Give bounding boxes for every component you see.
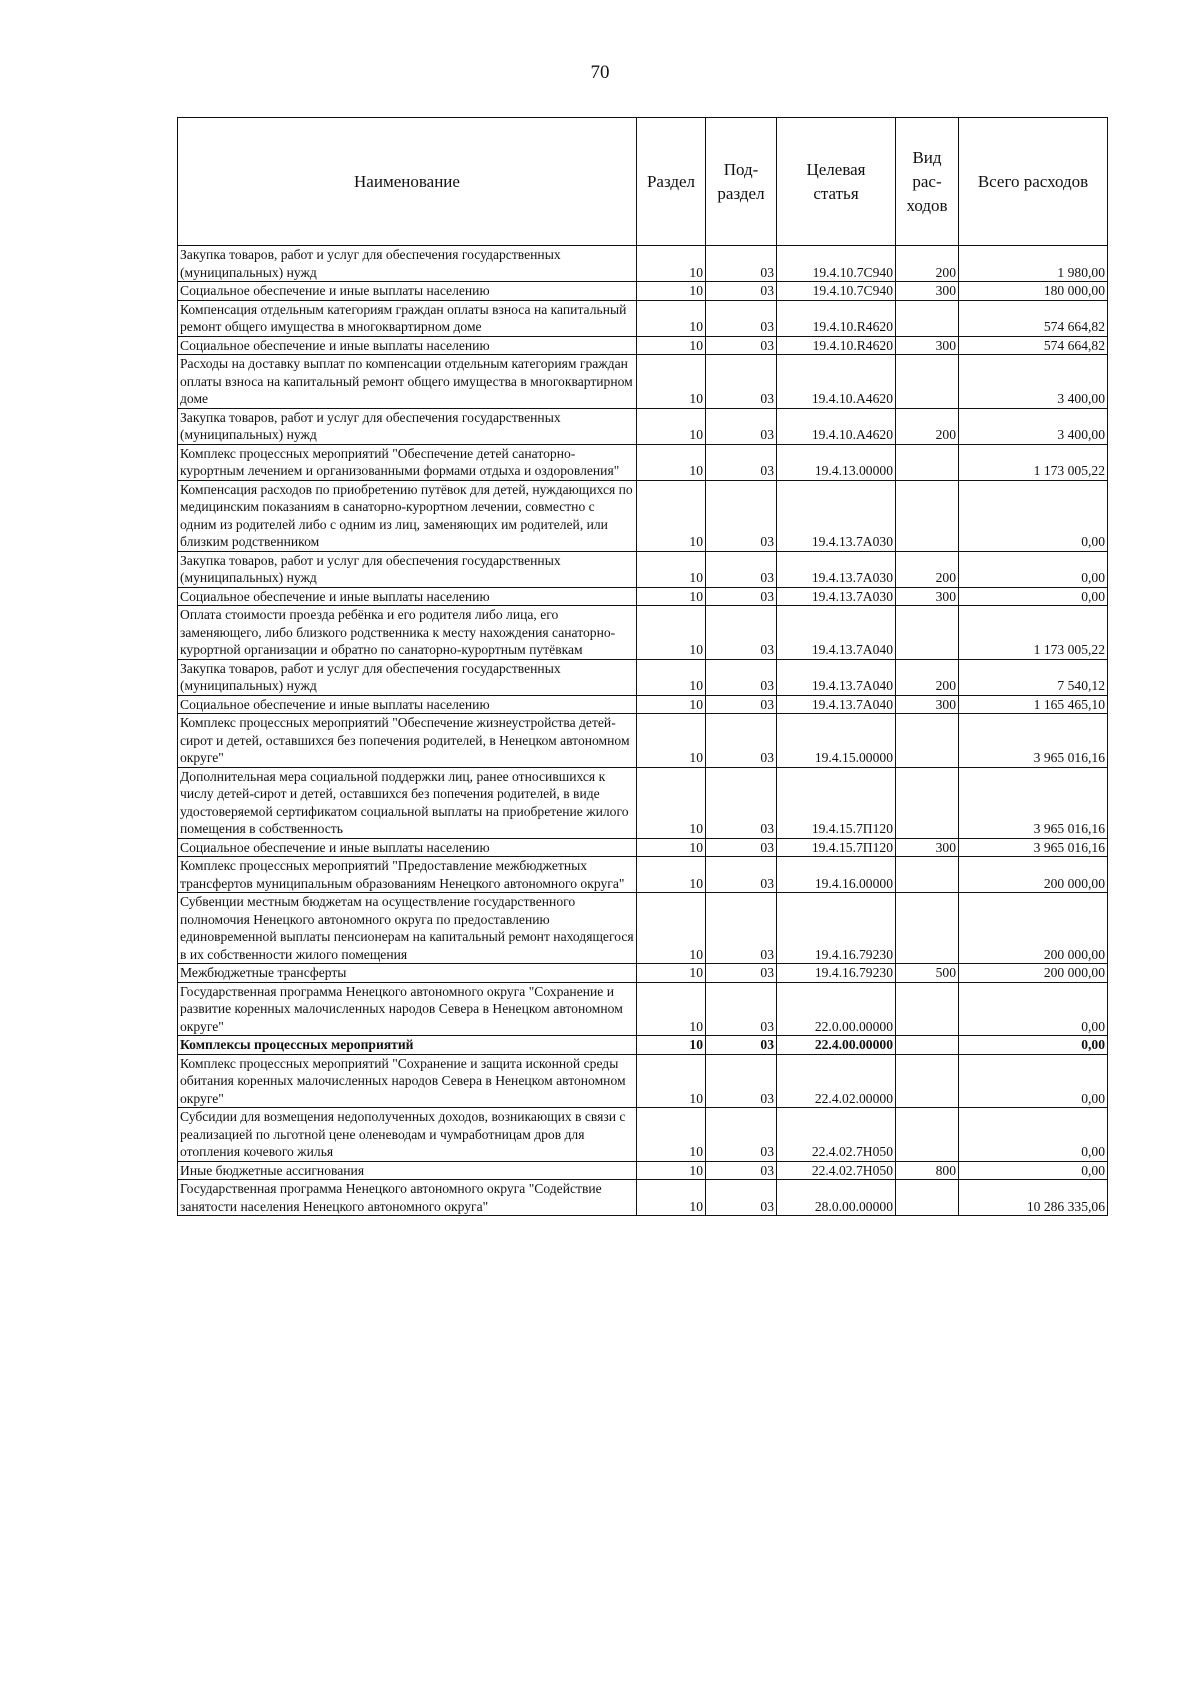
cell-razdel: 10: [637, 964, 706, 983]
cell-total: 3 965 016,16: [959, 838, 1108, 857]
cell-name: Закупка товаров, работ и услуг для обеспечения государственных (муниципальных) нужд: [178, 659, 637, 695]
cell-statya: 22.4.02.7Н050: [777, 1161, 896, 1180]
cell-statya: 19.4.13.7А040: [777, 695, 896, 714]
table-row: [178, 838, 1108, 857]
cell-total: 0,00: [959, 982, 1108, 1036]
cell-razdel: 10: [637, 982, 706, 1036]
cell-total: 0,00: [959, 1054, 1108, 1108]
table-row: [178, 1054, 1108, 1108]
cell-total: 0,00: [959, 1108, 1108, 1162]
cell-razdel: 10: [637, 1161, 706, 1180]
table-row: [178, 767, 1108, 838]
cell-total: 0,00: [959, 587, 1108, 606]
cell-podrazdel: 03: [706, 659, 777, 695]
cell-name: Субсидии для возмещения недополученных доходов, возникающих в связи с реализацией по льготной цене оленеводам и чумработницам дров для отопления кочевого жилья: [178, 1108, 637, 1162]
cell-podrazdel: 03: [706, 695, 777, 714]
table-row: [178, 355, 1108, 409]
table-header-row: [178, 118, 1108, 246]
cell-razdel: 10: [637, 1054, 706, 1108]
cell-total: 3 965 016,16: [959, 767, 1108, 838]
cell-statya: 19.4.13.7А030: [777, 480, 896, 551]
cell-vid: [896, 714, 959, 768]
cell-statya: 19.4.13.7А030: [777, 551, 896, 587]
cell-vid: 500: [896, 964, 959, 983]
cell-podrazdel: 03: [706, 300, 777, 336]
cell-razdel: 10: [637, 714, 706, 768]
cell-statya: 19.4.13.00000: [777, 444, 896, 480]
table-row: [178, 408, 1108, 444]
cell-statya: 19.4.15.00000: [777, 714, 896, 768]
cell-vid: 200: [896, 246, 959, 282]
cell-podrazdel: 03: [706, 336, 777, 355]
cell-podrazdel: 03: [706, 838, 777, 857]
cell-vid: [896, 1036, 959, 1055]
cell-name: Иные бюджетные ассигнования: [178, 1161, 637, 1180]
cell-podrazdel: 03: [706, 587, 777, 606]
header-podrazdel: [706, 118, 777, 246]
cell-name: Закупка товаров, работ и услуг для обеспечения государственных (муниципальных) нужд: [178, 408, 637, 444]
header-statya: [777, 118, 896, 246]
cell-name: Компенсация отдельным категориям граждан оплаты взноса на капитальный ремонт общего имущества в многоквартирном доме: [178, 300, 637, 336]
table-row: [178, 1161, 1108, 1180]
table-row: [178, 1180, 1108, 1216]
cell-name: Комплекс процессных мероприятий "Сохранение и защита исконной среды обитания коренных малочисленных народов Севера в Ненецком автономном округе": [178, 1054, 637, 1108]
cell-vid: [896, 355, 959, 409]
cell-vid: [896, 1180, 959, 1216]
cell-razdel: 10: [637, 695, 706, 714]
cell-razdel: 10: [637, 659, 706, 695]
cell-name: Комплексы процессных мероприятий: [178, 1036, 637, 1055]
cell-name: Расходы на доставку выплат по компенсации отдельным категориям граждан оплаты взноса на капитальный ремонт общего имущества в многоквартирном доме: [178, 355, 637, 409]
table-row: [178, 444, 1108, 480]
cell-podrazdel: 03: [706, 444, 777, 480]
table-body: [178, 246, 1108, 1216]
cell-statya: 19.4.15.7П120: [777, 767, 896, 838]
header-statya-label: Целевая статья: [806, 159, 866, 203]
table-row: [178, 551, 1108, 587]
cell-total: 1 165 465,10: [959, 695, 1108, 714]
cell-podrazdel: 03: [706, 282, 777, 301]
header-razdel-label: Раздел: [646, 171, 696, 191]
cell-statya: 19.4.13.7А030: [777, 587, 896, 606]
cell-vid: [896, 1054, 959, 1108]
cell-vid: 200: [896, 551, 959, 587]
table-row: [178, 1036, 1108, 1055]
table-row: [178, 480, 1108, 551]
cell-statya: 19.4.10.7С940: [777, 246, 896, 282]
cell-statya: 19.4.16.79230: [777, 964, 896, 983]
header-name-label: Наименование: [354, 171, 460, 191]
cell-statya: 19.4.13.7А040: [777, 606, 896, 660]
header-razdel: [637, 118, 706, 246]
cell-vid: 200: [896, 408, 959, 444]
cell-razdel: 10: [637, 1180, 706, 1216]
cell-razdel: 10: [637, 480, 706, 551]
cell-total: 0,00: [959, 551, 1108, 587]
cell-podrazdel: 03: [706, 982, 777, 1036]
cell-razdel: 10: [637, 838, 706, 857]
table-row: [178, 982, 1108, 1036]
cell-podrazdel: 03: [706, 767, 777, 838]
cell-total: 574 664,82: [959, 336, 1108, 355]
cell-name: Социальное обеспечение и иные выплаты населению: [178, 838, 637, 857]
cell-name: Комплекс процессных мероприятий "Обеспечение детей санаторно-курортным лечением и организованными формами отдыха и оздоровления": [178, 444, 637, 480]
cell-podrazdel: 03: [706, 964, 777, 983]
table-row: [178, 964, 1108, 983]
table-row: [178, 1108, 1108, 1162]
cell-podrazdel: 03: [706, 1180, 777, 1216]
cell-total: 3 400,00: [959, 355, 1108, 409]
cell-podrazdel: 03: [706, 1161, 777, 1180]
cell-vid: [896, 767, 959, 838]
cell-vid: 300: [896, 282, 959, 301]
cell-vid: [896, 857, 959, 893]
table-row: [178, 695, 1108, 714]
cell-statya: 22.4.00.00000: [777, 1036, 896, 1055]
table-row: [178, 857, 1108, 893]
cell-razdel: 10: [637, 587, 706, 606]
cell-vid: 300: [896, 695, 959, 714]
cell-razdel: 10: [637, 355, 706, 409]
cell-podrazdel: 03: [706, 480, 777, 551]
cell-statya: 19.4.10.7С940: [777, 282, 896, 301]
cell-vid: 300: [896, 838, 959, 857]
cell-name: Межбюджетные трансферты: [178, 964, 637, 983]
cell-name: Социальное обеспечение и иные выплаты населению: [178, 282, 637, 301]
cell-razdel: 10: [637, 551, 706, 587]
cell-razdel: 10: [637, 1108, 706, 1162]
cell-razdel: 10: [637, 408, 706, 444]
cell-podrazdel: 03: [706, 551, 777, 587]
header-name: [178, 118, 637, 246]
cell-name: Закупка товаров, работ и услуг для обеспечения государственных (муниципальных) нужд: [178, 246, 637, 282]
cell-vid: [896, 606, 959, 660]
cell-name: Субвенции местным бюджетам на осуществление государственного полномочия Ненецкого автономного округа по предоставлению единовременной выплаты пенсионерам на капитальный ремонт находящегося в их собственности жилого помещения: [178, 893, 637, 964]
cell-razdel: 10: [637, 606, 706, 660]
header-vid: [896, 118, 959, 246]
cell-razdel: 10: [637, 893, 706, 964]
cell-total: 574 664,82: [959, 300, 1108, 336]
cell-vid: [896, 982, 959, 1036]
cell-total: 200 000,00: [959, 964, 1108, 983]
cell-razdel: 10: [637, 246, 706, 282]
cell-statya: 22.4.02.00000: [777, 1054, 896, 1108]
cell-total: 7 540,12: [959, 659, 1108, 695]
cell-total: 1 980,00: [959, 246, 1108, 282]
cell-statya: 19.4.16.79230: [777, 893, 896, 964]
cell-podrazdel: 03: [706, 893, 777, 964]
cell-total: 0,00: [959, 1036, 1108, 1055]
cell-name: Закупка товаров, работ и услуг для обеспечения государственных (муниципальных) нужд: [178, 551, 637, 587]
cell-statya: 19.4.10.R4620: [777, 336, 896, 355]
cell-podrazdel: 03: [706, 408, 777, 444]
cell-statya: 19.4.10.А4620: [777, 355, 896, 409]
cell-name: Социальное обеспечение и иные выплаты населению: [178, 587, 637, 606]
table-row: [178, 336, 1108, 355]
cell-podrazdel: 03: [706, 1054, 777, 1108]
header-vid-label: Вид рас- ходов: [906, 147, 948, 215]
table-row: [178, 659, 1108, 695]
cell-statya: 22.0.00.00000: [777, 982, 896, 1036]
cell-razdel: 10: [637, 444, 706, 480]
cell-razdel: 10: [637, 336, 706, 355]
cell-statya: 19.4.15.7П120: [777, 838, 896, 857]
table-row: [178, 300, 1108, 336]
cell-statya: 19.4.10.R4620: [777, 300, 896, 336]
cell-name: Государственная программа Ненецкого автономного округа "Содействие занятости населения Ненецкого автономного округа": [178, 1180, 637, 1216]
cell-vid: 800: [896, 1161, 959, 1180]
cell-total: 0,00: [959, 1161, 1108, 1180]
cell-vid: [896, 444, 959, 480]
cell-name: Дополнительная мера социальной поддержки лиц, ранее относившихся к числу детей-сирот и детей, оставшихся без попечения родителей, в виде удостоверяемой сертификатом социальной выплаты на приобретение жилого помещения в собственность: [178, 767, 637, 838]
cell-podrazdel: 03: [706, 355, 777, 409]
cell-name: Социальное обеспечение и иные выплаты населению: [178, 336, 637, 355]
cell-statya: 19.4.13.7А040: [777, 659, 896, 695]
cell-podrazdel: 03: [706, 1036, 777, 1055]
cell-statya: 19.4.16.00000: [777, 857, 896, 893]
cell-total: 1 173 005,22: [959, 606, 1108, 660]
cell-vid: [896, 1108, 959, 1162]
cell-total: 0,00: [959, 480, 1108, 551]
table-row: [178, 587, 1108, 606]
cell-name: Комплекс процессных мероприятий "Предоставление межбюджетных трансфертов муниципальным образованиям Ненецкого автономного округа": [178, 857, 637, 893]
cell-name: Социальное обеспечение и иные выплаты населению: [178, 695, 637, 714]
table-row: [178, 282, 1108, 301]
cell-total: 200 000,00: [959, 893, 1108, 964]
table-row: [178, 893, 1108, 964]
table-row: [178, 606, 1108, 660]
cell-vid: 300: [896, 336, 959, 355]
cell-podrazdel: 03: [706, 857, 777, 893]
cell-total: 3 965 016,16: [959, 714, 1108, 768]
cell-razdel: 10: [637, 767, 706, 838]
cell-razdel: 10: [637, 300, 706, 336]
cell-statya: 22.4.02.7Н050: [777, 1108, 896, 1162]
cell-total: 10 286 335,06: [959, 1180, 1108, 1216]
cell-total: 180 000,00: [959, 282, 1108, 301]
cell-name: Государственная программа Ненецкого автономного округа "Сохранение и развитие коренных малочисленных народов Севера в Ненецком автономном округе": [178, 982, 637, 1036]
cell-razdel: 10: [637, 857, 706, 893]
page-number: 70: [590, 62, 610, 83]
cell-total: 1 173 005,22: [959, 444, 1108, 480]
cell-total: 3 400,00: [959, 408, 1108, 444]
cell-name: Компенсация расходов по приобретению путёвок для детей, нуждающихся по медицинским показаниям в санаторно-курортном лечении, совместно с одним из родителей либо с одним из лиц, заменяющих им родителей, или близким родственником: [178, 480, 637, 551]
cell-podrazdel: 03: [706, 246, 777, 282]
cell-razdel: 10: [637, 1036, 706, 1055]
table-row: [178, 246, 1108, 282]
budget-table: [177, 117, 1108, 1216]
cell-vid: [896, 300, 959, 336]
cell-razdel: 10: [637, 282, 706, 301]
cell-podrazdel: 03: [706, 606, 777, 660]
cell-podrazdel: 03: [706, 714, 777, 768]
cell-name: Комплекс процессных мероприятий "Обеспечение жизнеустройства детей-сирот и детей, оставшихся без попечения родителей, в Ненецком автономном округе": [178, 714, 637, 768]
header-total: [959, 118, 1108, 246]
header-total-label: Всего расходов: [977, 171, 1089, 191]
cell-podrazdel: 03: [706, 1108, 777, 1162]
cell-statya: 19.4.10.А4620: [777, 408, 896, 444]
cell-name: Оплата стоимости проезда ребёнка и его родителя либо лица, его заменяющего, либо близкого родственника к месту нахождения санаторно-курортной организации и обратно по санаторно-курортным путёвкам: [178, 606, 637, 660]
cell-statya: 28.0.00.00000: [777, 1180, 896, 1216]
cell-total: 200 000,00: [959, 857, 1108, 893]
cell-vid: [896, 480, 959, 551]
table-row: [178, 714, 1108, 768]
cell-vid: 200: [896, 659, 959, 695]
header-podrazdel-label: Под- раздел: [717, 159, 765, 203]
cell-vid: [896, 893, 959, 964]
cell-vid: 300: [896, 587, 959, 606]
